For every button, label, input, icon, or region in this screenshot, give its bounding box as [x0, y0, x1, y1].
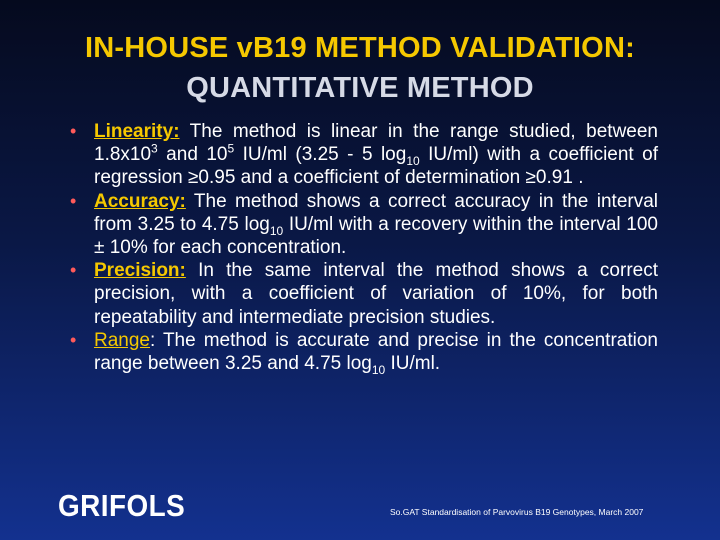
title-line-1: IN-HOUSE vB19 METHOD VALIDATION:: [85, 32, 635, 64]
footer-citation: So.GAT Standardisation of Parvovirus B19 Genotypes, March 2007: [390, 507, 644, 517]
accuracy-text-b: IU/ml with a recovery within the interval 100 ± 10% for each concentration.: [94, 213, 658, 259]
bullet-icon: •: [70, 329, 77, 350]
accuracy-sub-a: 10: [269, 223, 284, 238]
grifols-logo: GRIFOLS: [58, 488, 186, 523]
accuracy-text-a: The method shows a correct accuracy in the interval from 3.25 to 4.75 log: [94, 190, 658, 235]
range-sub-a: 10: [371, 362, 386, 377]
bullet-icon: •: [70, 190, 77, 211]
bullet-list: [70, 120, 658, 375]
linearity-sub-c: 10: [406, 154, 420, 168]
slide-title: [0, 28, 720, 108]
range-text-a: : The method is accurate and precise in the concentration range between 3.25 and 4.75 log: [94, 329, 658, 375]
term-precision: Precision:: [94, 260, 186, 282]
bullet-linearity: [70, 120, 658, 190]
term-linearity: Linearity:: [94, 121, 180, 142]
linearity-text-b: and 10: [157, 144, 228, 166]
bullet-accuracy: [70, 190, 658, 260]
bullet-icon: •: [70, 260, 77, 281]
linearity-text-c: IU/ml (3.25 - 5 log: [234, 144, 407, 166]
term-range: Range: [94, 329, 150, 351]
term-accuracy: Accuracy:: [94, 190, 186, 212]
bullet-icon: •: [70, 121, 77, 141]
linearity-text-d: IU/ml) with a coefficient of regression ≥0.95 and a coefficient of determination ≥0.91 .: [94, 144, 659, 189]
linearity-sup-b: 5: [227, 141, 235, 156]
linearity-text-a: The method is linear in the range studied, between 1.8x10: [94, 121, 658, 166]
range-text-b: IU/ml.: [385, 353, 441, 375]
precision-text-a: In the same interval the method shows a correct precision, with a coefficient of variation of 10%, for both repeatability and intermediate precision studies.: [94, 260, 658, 328]
bullet-precision: [70, 259, 658, 329]
linearity-sup-a: 3: [151, 141, 158, 156]
title-line-2: QUANTITATIVE METHOD: [186, 72, 534, 104]
bullet-range: [70, 329, 658, 375]
